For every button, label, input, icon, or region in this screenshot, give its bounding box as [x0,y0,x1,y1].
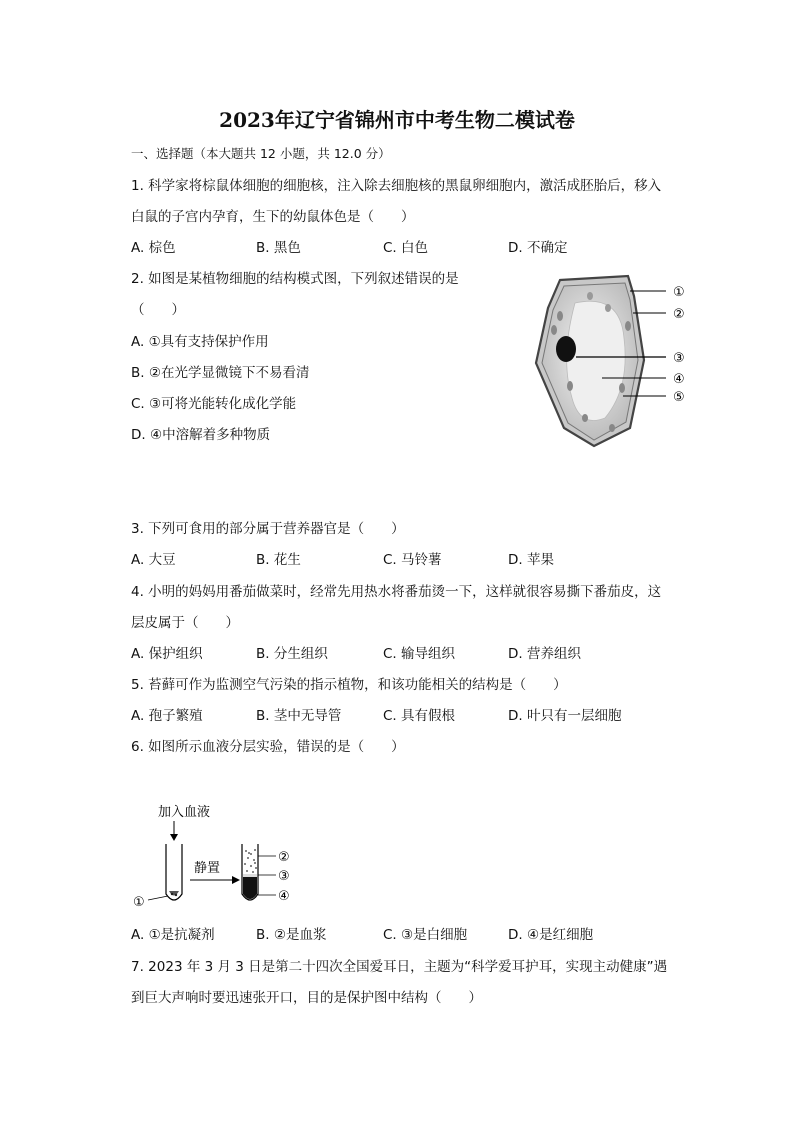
q4-option-d: D. 营养组织 [508,646,581,662]
white-cell-layer [243,874,257,877]
q6-option-d: D. ④是红细胞 [508,927,594,943]
question-2-line-2: （ ） [131,302,185,318]
cell-label-3: ③ [673,351,685,366]
page-title: 2023年辽宁省锦州市中考生物二模试卷 [219,108,575,132]
question-4-line-2: 层皮属于（ ） [131,615,239,631]
blood-label-4: ④ [278,889,290,904]
question-3-line-1: 3. 下列可食用的部分属于营养器官是（ ） [131,521,405,537]
q2-option-c: C. ③可将光能转化成化学能 [131,396,297,412]
cell-label-5: ⑤ [673,390,685,405]
q1-option-c: C. 白色 [383,240,429,256]
q2-option-d: D. ④中溶解着多种物质 [131,427,271,443]
plant-cell-figure [530,268,700,453]
question-1-line-2: 白鼠的子宫内孕育，生下的幼鼠体色是（ ） [131,209,415,225]
q6-option-c: C. ③是白细胞 [383,927,468,943]
question-2-line-1: 2. 如图是某植物细胞的结构模式图，下列叙述错误的是 [131,271,459,287]
question-7-line-2: 到巨大声响时要迅速张开口，目的是保护图中结构（ ） [131,990,482,1006]
cell-label-1: ① [673,285,685,300]
q5-option-a: A. 孢子繁殖 [131,708,203,724]
blood-label-2: ② [278,850,290,865]
blood-layering-figure [128,796,308,914]
q4-option-c: C. 输导组织 [383,646,456,662]
section-heading: 一、选择题（本大题共 12 小题，共 12.0 分） [131,146,391,161]
question-6-line-1: 6. 如图所示血液分层实验，错误的是（ ） [131,739,405,755]
q6-option-b: B. ②是血浆 [256,927,327,943]
q1-option-d: D. 不确定 [508,240,568,256]
q1-option-b: B. 黑色 [256,240,301,256]
q3-option-b: B. 花生 [256,552,301,568]
q2-option-b: B. ②在光学显微镜下不易看清 [131,365,310,381]
question-4-line-1: 4. 小明的妈妈用番茄做菜时，经常先用热水将番茄烫一下，这样就很容易撕下番茄皮，这 [131,584,662,600]
q5-option-d: D. 叶只有一层细胞 [508,708,622,724]
q6-option-a: A. ①是抗凝剂 [131,927,215,943]
q3-option-d: D. 苹果 [508,552,554,568]
plasma-layer [243,848,257,874]
question-1-line-1: 1. 科学家将棕鼠体细胞的细胞核，注入除去细胞核的黑鼠卵细胞内，激活成胚胎后，移入 [131,178,662,194]
q5-option-c: C. 具有假根 [383,708,456,724]
q1-option-a: A. 棕色 [131,240,176,256]
cell-label-2: ② [673,307,685,322]
q3-option-c: C. 马铃薯 [383,552,442,568]
still-label: 静置 [194,861,221,876]
question-5-line-1: 5. 苔藓可作为监测空气污染的指示植物，和该功能相关的结构是（ ） [131,677,567,693]
q4-option-b: B. 分生组织 [256,646,328,662]
red-cell-layer [243,877,257,899]
question-7-line-1: 7. 2023 年 3 月 3 日是第二十四次全国爱耳日，主题为“科学爱耳护耳，实现主动健康”遇 [131,959,668,975]
q3-option-a: A. 大豆 [131,552,176,568]
cell-label-4: ④ [673,372,685,387]
q5-option-b: B. 茎中无导管 [256,708,342,724]
add-blood-label: 加入血液 [158,805,211,820]
q4-option-a: A. 保护组织 [131,646,203,662]
blood-label-1: ① [133,895,145,910]
nucleus [556,336,576,362]
blood-label-3: ③ [278,869,290,884]
q2-option-a: A. ①具有支持保护作用 [131,334,269,350]
